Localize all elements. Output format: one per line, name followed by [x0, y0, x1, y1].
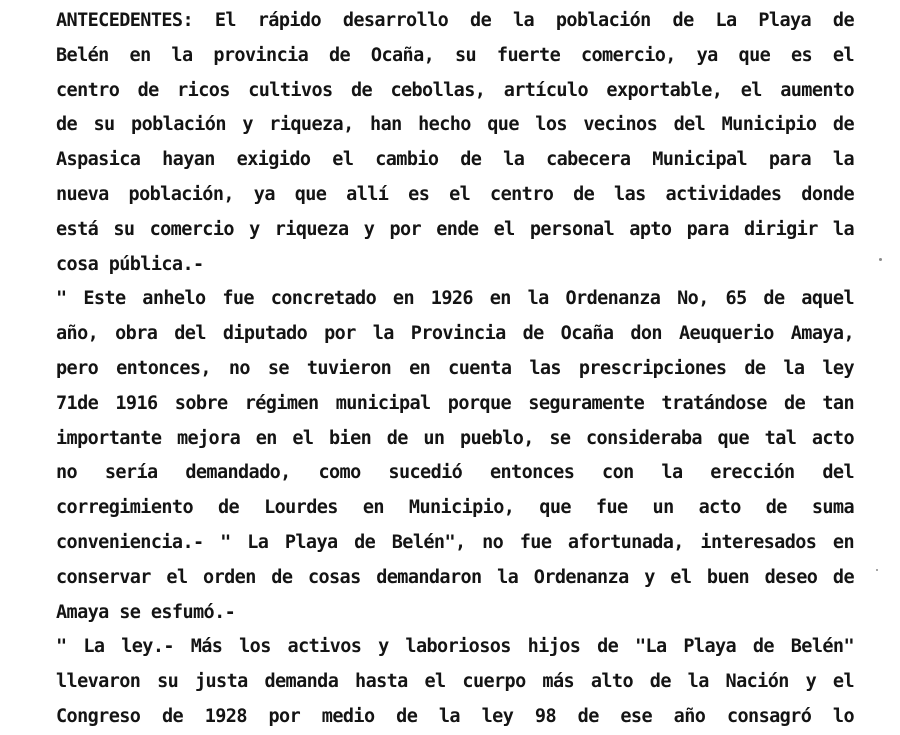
text-line: importante mejora en el bien de un pueblo, se consideraba que tal acto — [56, 427, 854, 449]
scan-speck — [879, 258, 882, 261]
text-line: centro de ricos cultivos de cebollas, artículo exportable, el aumento — [56, 79, 854, 101]
text-line: pero entonces, no se tuvieron en cuenta las prescripciones de la ley — [56, 357, 854, 379]
text-line: Aspasica hayan exigido el cambio de la cabecera Municipal para la — [56, 149, 854, 171]
text-line: año, obra del diputado por la Provincia de Ocaña don Aeuquerio Amaya, — [56, 323, 854, 345]
text-line: conveniencia.- " La Playa de Belén", no fue afortunada, interesados en — [56, 531, 854, 553]
text-line: corregimiento de Lourdes en Municipio, que fue un acto de suma — [56, 497, 854, 519]
text-line: Congreso de 1928 por medio de la ley 98 de ese año consagró lo — [56, 705, 854, 727]
text-line: ANTECEDENTES: El rápido desarrollo de la población de La Playa de — [56, 10, 854, 31]
text-line: 71de 1916 sobre régimen municipal porque seguramente tratándose de tan — [56, 392, 854, 414]
scan-speck — [876, 569, 878, 571]
text-line: " La ley.- Más los activos y laboriosos hijos de "La Playa de Belén" — [56, 636, 854, 658]
text-line: de su población y riqueza, han hecho que los vecinos del Municipio de — [56, 114, 854, 136]
text-line: cosa pública.- — [56, 253, 204, 275]
text-line: conservar el orden de cosas demandaron la Ordenanza y el buen deseo de — [56, 566, 854, 588]
text-line: " Este anhelo fue concretado en 1926 en la Ordenanza No, 65 de aquel — [56, 288, 854, 310]
document-body — [56, 4, 854, 735]
text-line: Belén en la provincia de Ocaña, su fuerte comercio, ya que es el — [56, 44, 854, 66]
text-line: está su comercio y riqueza y por ende el personal apto para dirigir la — [56, 218, 854, 240]
text-line: nueva población, ya que allí es el centro de las actividades donde — [56, 183, 854, 205]
text-line: llevaron su justa demanda hasta el cuerpo más alto de la Nación y el — [56, 671, 854, 693]
text-line: no sería demandado, como sucedió entonces con la erección del — [56, 462, 854, 484]
text-line: Amaya se esfumó.- — [56, 601, 236, 623]
